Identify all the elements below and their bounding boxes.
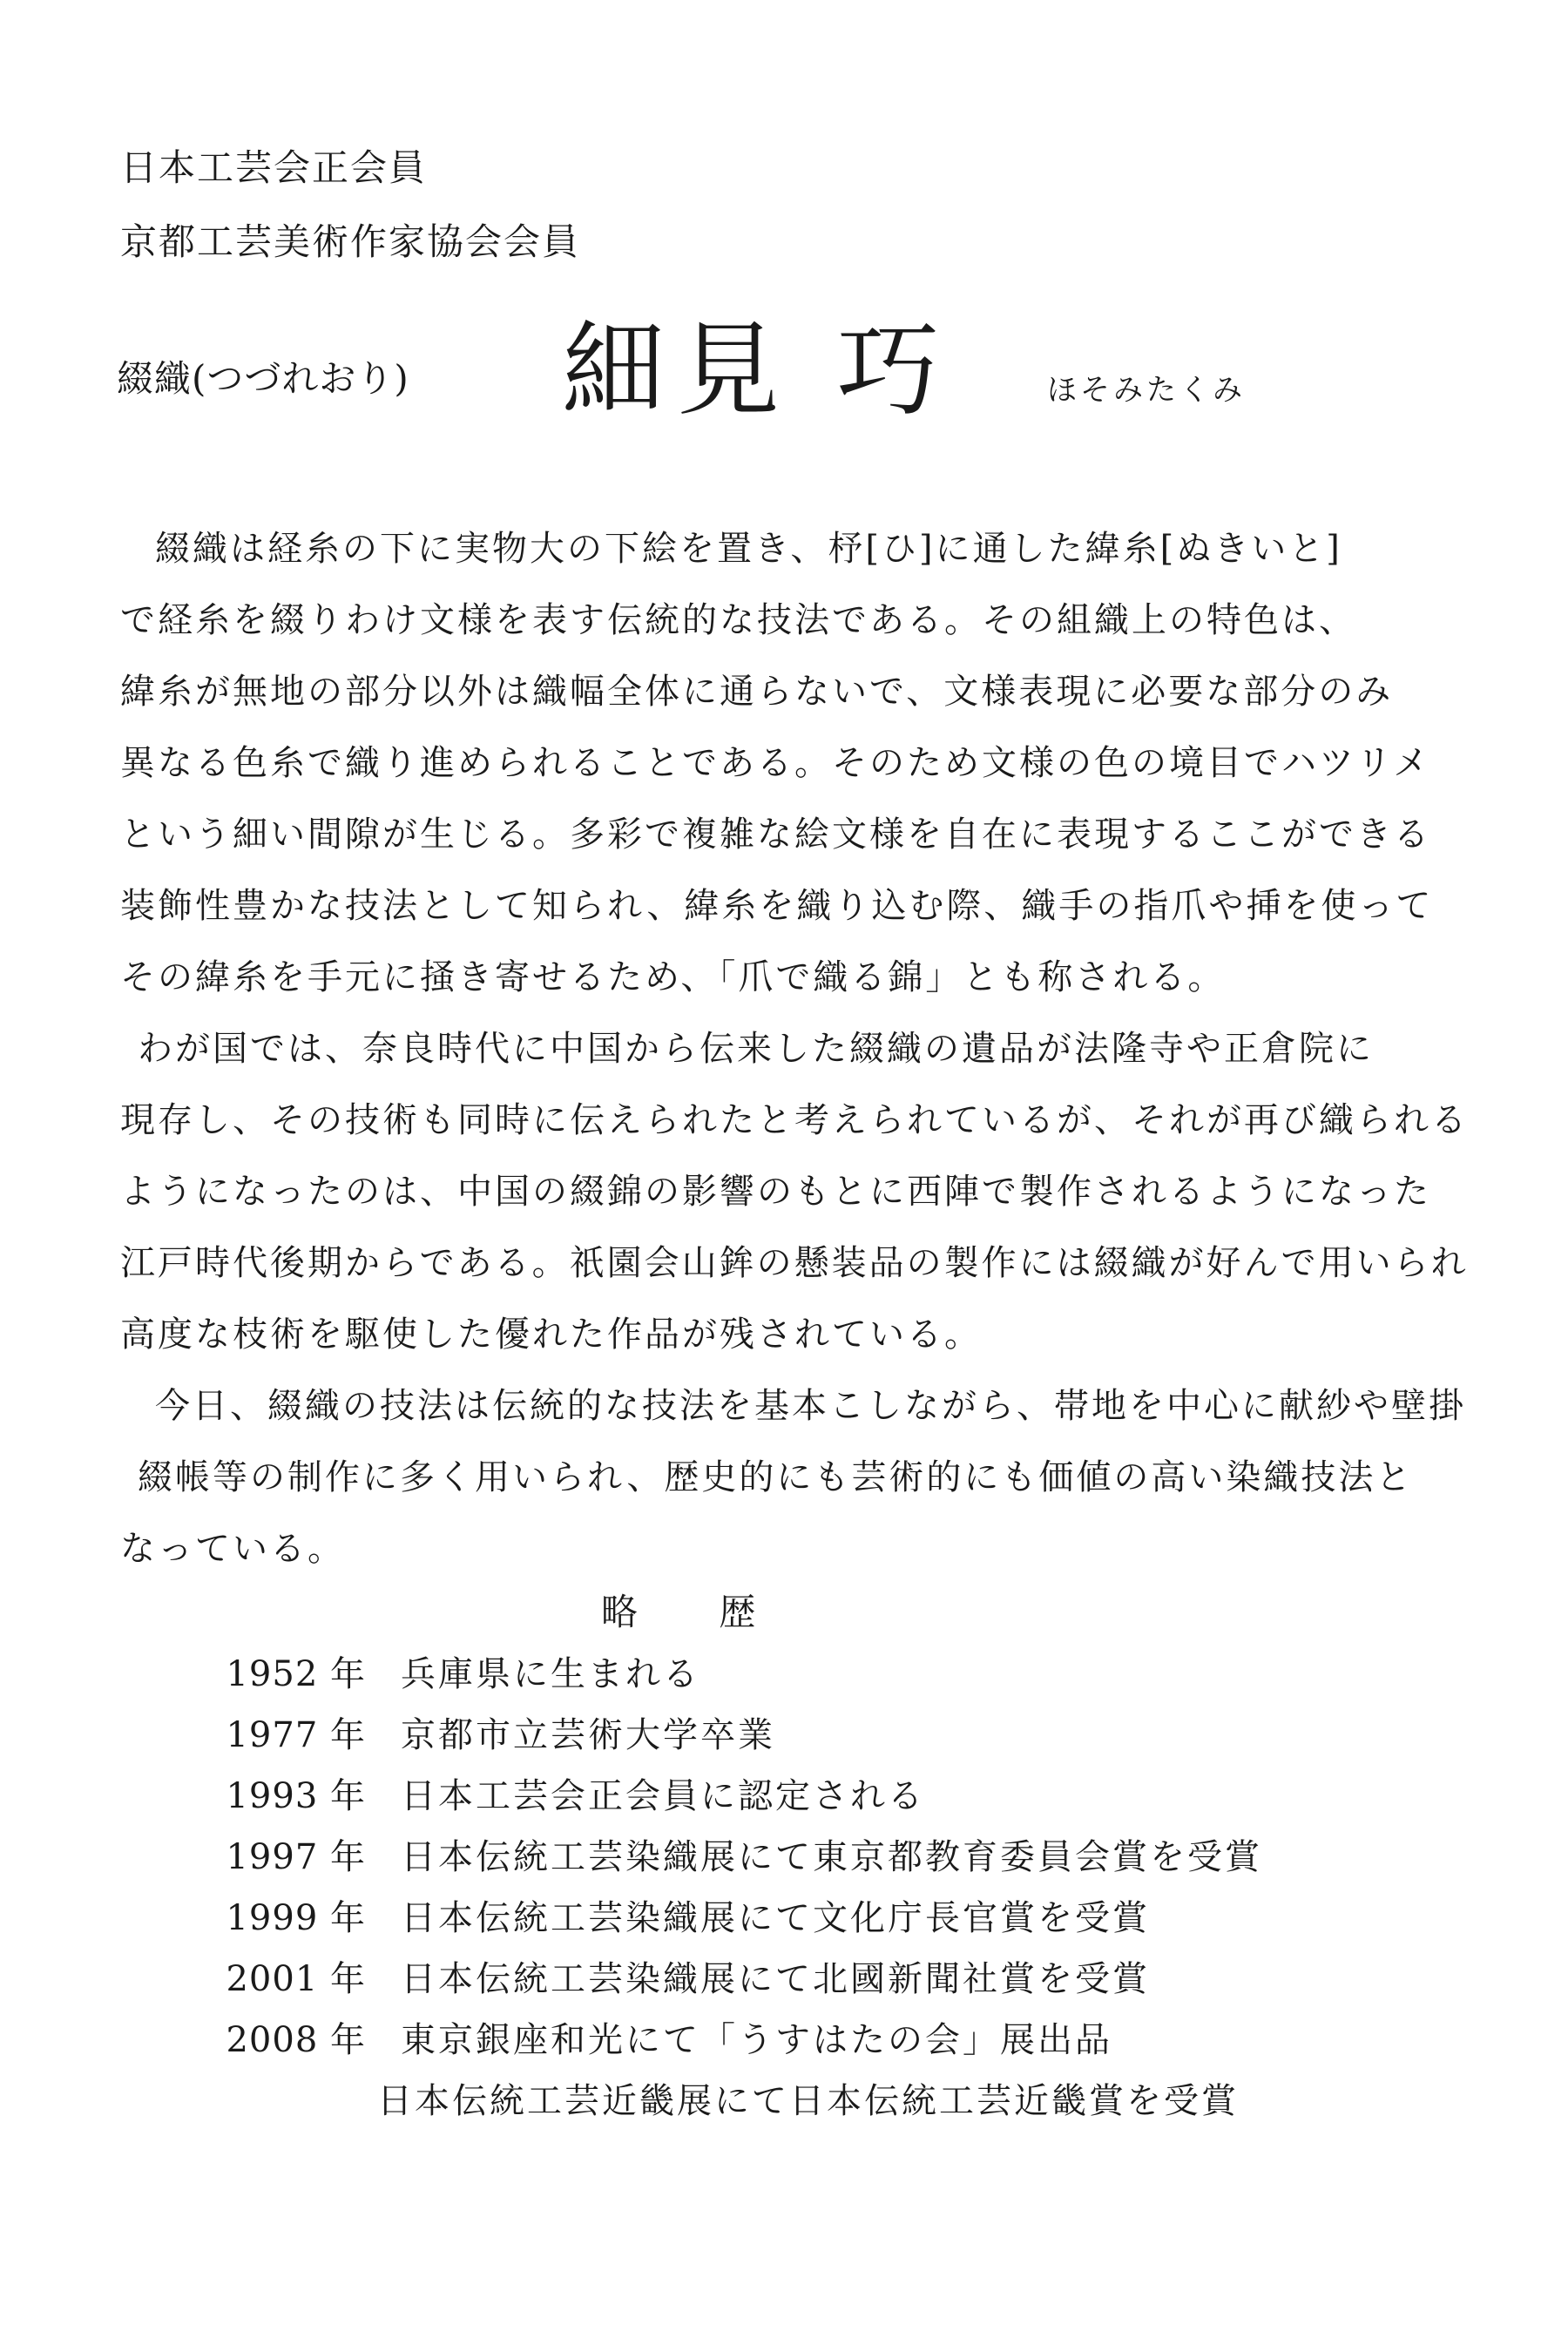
text-line: 緯糸が無地の部分以外は織幅全体に通らないで、文様表現に必要な部分のみ — [120, 672, 1394, 712]
text-line: で経糸を綴りわけ文様を表す伝統的な技法である。その組織上の特色は、 — [120, 600, 1356, 640]
text-line: 綴帳等の制作に多く用いられ、歴史的にも芸術的にも価値の高い染織技法と — [138, 1457, 1414, 1497]
text-line: なっている。 — [120, 1529, 345, 1569]
history-year: 2008 年 — [226, 2020, 366, 2060]
text-line: 高度な枝術を駆使した優れた作品が残されている。 — [120, 1315, 982, 1355]
history-year: 1952 年 — [226, 1654, 366, 1694]
history-heading: 略 歴 — [601, 1591, 791, 1633]
history-list — [179, 1648, 1485, 2136]
description-text — [120, 524, 1514, 1596]
text-line: その緯糸を手元に掻き寄せるため、「爪で織る錦」とも称される。 — [120, 957, 1226, 997]
technique-label: 綴織(つづれおり) — [117, 357, 409, 400]
text-line: 今日、綴織の技法は伝統的な技法を基本こしながら、帯地を中心に献紗や壁掛 — [155, 1386, 1466, 1426]
history-event: 日本工芸会正会員に認定される — [401, 1776, 925, 1816]
history-entry — [179, 1709, 1485, 1770]
artist-name-reading: ほそみたくみ — [1047, 373, 1246, 408]
text-line: という細い間隙が生じる。多彩で複雑な絵文様を自在に表現するここができる — [120, 814, 1431, 855]
history-entry — [179, 1648, 1485, 1709]
history-event: 日本伝統工芸近畿展にて日本伝統工芸近畿賞を受賞 — [377, 2081, 1239, 2121]
history-year: 1993 年 — [226, 1776, 366, 1816]
membership-line: 京都工芸美術作家協会会員 — [120, 220, 581, 263]
artist-name: 細見 巧 — [562, 310, 952, 430]
history-year: 1977 年 — [226, 1715, 366, 1755]
history-entry — [179, 1831, 1485, 1892]
history-event: 京都市立芸術大学卒業 — [401, 1715, 775, 1755]
history-event: 兵庫県に生まれる — [401, 1654, 700, 1694]
history-entry-continuation — [179, 2075, 1485, 2136]
membership-line: 日本工芸会正会員 — [120, 146, 428, 189]
history-entry — [179, 1953, 1485, 2014]
history-event: 東京銀座和光にて「うすはたの会」展出品 — [401, 2020, 1112, 2060]
text-line: 装飾性豊かな技法として知られ、緯糸を織り込む際、織手の指爪や挿を使って — [120, 886, 1434, 926]
text-line: 綴織は経糸の下に実物大の下絵を置き、杼[ひ]に通した緯糸[ぬきいと] — [155, 529, 1342, 569]
text-line: 現存し、その技術も同時に伝えられたと考えられているが、それが再び織られる — [120, 1100, 1469, 1140]
history-entry — [179, 2014, 1485, 2075]
text-line: 異なる色糸で織り進められることである。そのため文様の色の境目でハツリメ — [120, 743, 1431, 783]
text-line: ようになったのは、中国の綴錦の影響のもとに西陣で製作されるようになった — [120, 1172, 1431, 1212]
text-line: わが国では、奈良時代に中国から伝来した綴織の遺品が法隆寺や正倉院に — [138, 1029, 1374, 1069]
history-event: 日本伝統工芸染織展にて北國新聞社賞を受賞 — [401, 1959, 1150, 1999]
text-line: 江戸時代後期からである。祇園会山鉾の懸装品の製作には綴織が好んで用いられ — [120, 1243, 1469, 1283]
history-year: 1997 年 — [226, 1837, 366, 1877]
history-entry — [179, 1770, 1485, 1831]
history-year: 1999 年 — [226, 1898, 366, 1938]
history-event: 日本伝統工芸染織展にて東京都教育委員会賞を受賞 — [401, 1837, 1262, 1877]
history-year: 2001 年 — [226, 1959, 366, 1999]
history-event: 日本伝統工芸染織展にて文化庁長官賞を受賞 — [401, 1898, 1150, 1938]
history-entry — [179, 1892, 1485, 1953]
